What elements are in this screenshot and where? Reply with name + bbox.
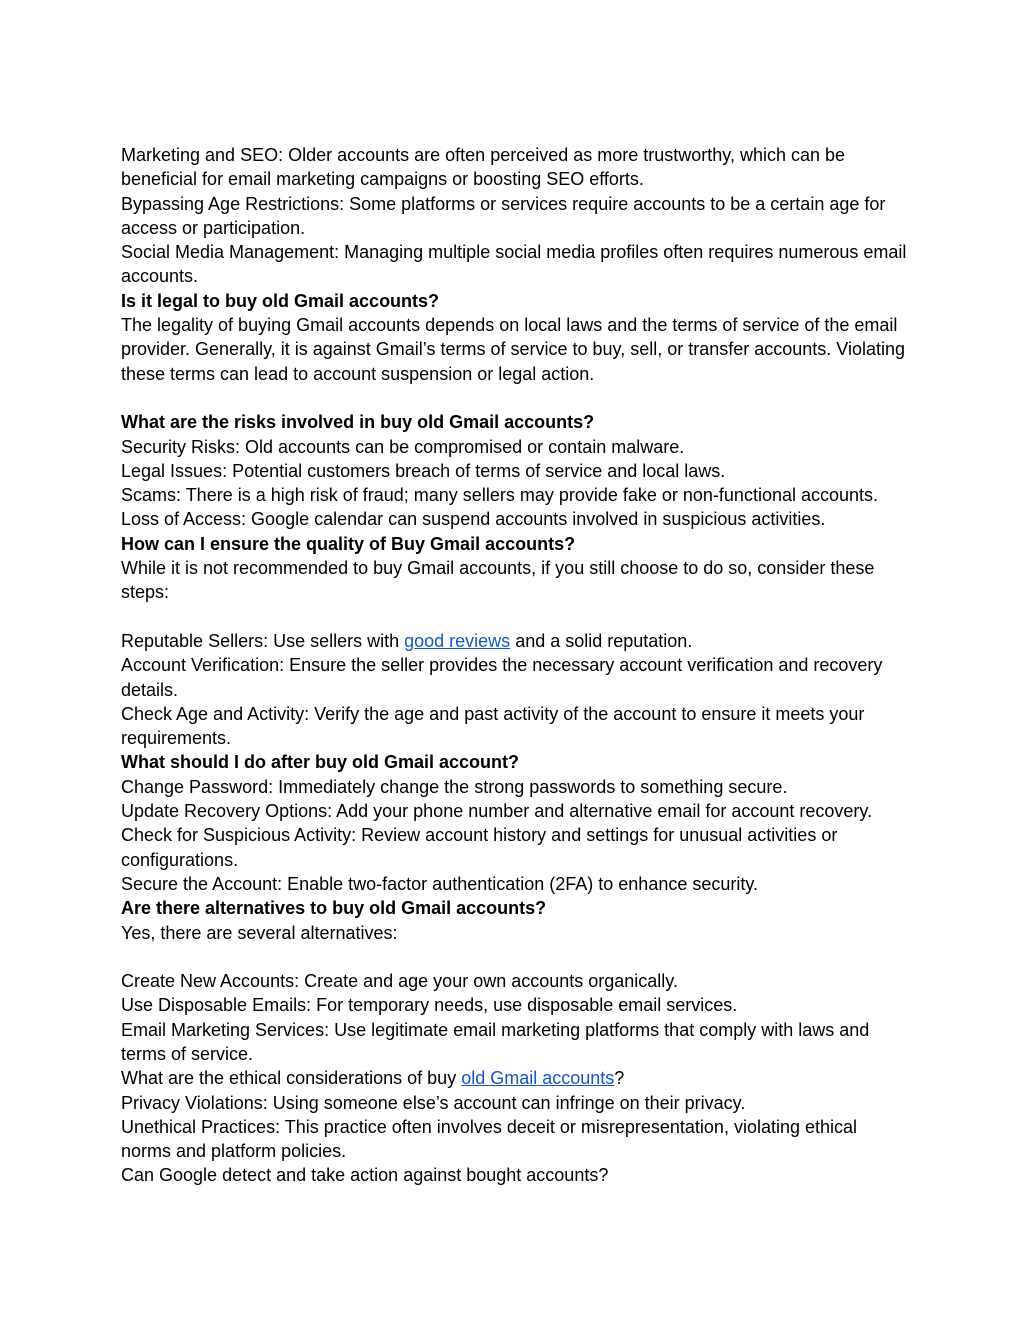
paragraph-alternatives-body: Yes, there are several alternatives: (121, 922, 398, 943)
heading-legal: Is it legal to buy old Gmail accounts? (121, 290, 440, 311)
paragraph-scams: Scams: There is a high risk of fraud; many sellers may provide fake or non-functional accounts. (121, 485, 879, 506)
document-page (121, 143, 911, 1188)
paragraph-detect: Can Google detect and take action against bought accounts? (121, 1165, 609, 1186)
paragraph-security-risks: Security Risks: Old accounts can be compromised or contain malware. (121, 436, 685, 457)
paragraph-legal-body: The legality of buying Gmail accounts depends on local laws and the terms of service of the email provider. Generally, it is against Gmail’s terms of service to buy, sell, or transfer accounts. Violating these terms can lead to account suspension or legal action. (121, 315, 906, 384)
heading-quality: How can I ensure the quality of Buy Gmail accounts? (121, 533, 576, 554)
heading-after: What should I do after buy old Gmail account? (121, 752, 520, 773)
blank-line (121, 945, 911, 969)
paragraph-unethical: Unethical Practices: This practice often involves deceit or misrepresentation, violating ethical norms and platform policies. (121, 1116, 858, 1162)
paragraph-bypassing-age: Bypassing Age Restrictions: Some platforms or services require accounts to be a certain age for access or participation. (121, 193, 886, 238)
paragraph-ethical (121, 1066, 911, 1090)
ethical-prefix-text: What are the ethical considerations of buy (121, 1068, 462, 1089)
reputable-prefix-text: Reputable Sellers: Use sellers with (121, 630, 405, 651)
ethical-suffix-text: ? (614, 1068, 625, 1089)
heading-alternatives: Are there alternatives to buy old Gmail accounts? (121, 898, 547, 919)
old-gmail-accounts-link[interactable]: old Gmail accounts (461, 1068, 615, 1089)
blank-line (121, 605, 911, 629)
paragraph-loss-access: Loss of Access: Google calendar can suspend accounts involved in suspicious activities. (121, 509, 826, 530)
blank-line (121, 386, 911, 410)
paragraph-create-new: Create New Accounts: Create and age your own accounts organically. (121, 971, 678, 992)
paragraph-email-marketing: Email Marketing Services: Use legitimate email marketing platforms that comply with laws and terms of service. (121, 1019, 870, 1064)
paragraph-change-password: Change Password: Immediately change the strong passwords to something secure. (121, 776, 788, 797)
paragraph-privacy: Privacy Violations: Using someone else’s account can infringe on their privacy. (121, 1092, 746, 1113)
paragraph-legal-issues: Legal Issues: Potential customers breach of terms of service and local laws. (121, 460, 726, 481)
paragraph-reputable-sellers (121, 629, 911, 653)
paragraph-check-age: Check Age and Activity: Verify the age and past activity of the account to ensure it meets your requirements. (121, 703, 865, 749)
good-reviews-link[interactable]: good reviews (404, 630, 511, 651)
paragraph-secure-account: Secure the Account: Enable two-factor authentication (2FA) to enhance security. (121, 873, 759, 894)
paragraph-update-recovery: Update Recovery Options: Add your phone number and alternative email for account recovery. (121, 801, 873, 822)
paragraph-social-media: Social Media Management: Managing multiple social media profiles often requires numerous email accounts. (121, 242, 907, 287)
paragraph-quality-body: While it is not recommended to buy Gmail accounts, if you still choose to do so, consider these steps: (121, 558, 875, 603)
paragraph-account-verification: Account Verification: Ensure the seller provides the necessary account verification and recovery details. (121, 655, 883, 700)
paragraph-check-suspicious: Check for Suspicious Activity: Review account history and settings for unusual activities or configurations. (121, 825, 838, 870)
paragraph-marketing-seo: Marketing and SEO: Older accounts are often perceived as more trustworthy, which can be beneficial for email marketing campaigns or boosting SEO efforts. (121, 145, 846, 190)
reputable-suffix-text: and a solid reputation. (510, 630, 693, 651)
paragraph-disposable: Use Disposable Emails: For temporary needs, use disposable email services. (121, 995, 738, 1016)
heading-risks: What are the risks involved in buy old Gmail accounts? (121, 412, 595, 433)
